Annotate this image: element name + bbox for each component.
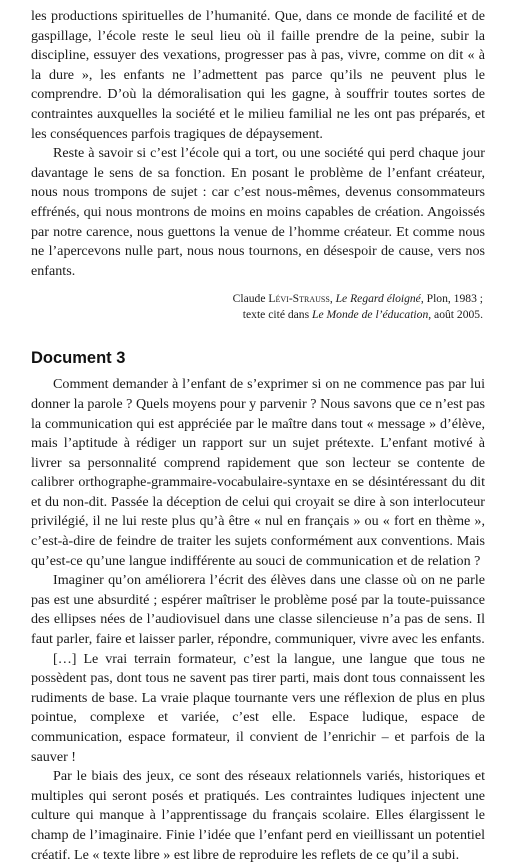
separator: , bbox=[329, 292, 336, 306]
citation-line-2 bbox=[31, 307, 483, 323]
author-last-name: Lévi-Strauss bbox=[268, 292, 330, 306]
paragraph: […] Le vrai terrain formateur, c’est la langue, une langue que tous ne possèdent pas, dont tous ne savent pas tirer parti, mais dont tous connaissent les rudiments de base. La vraie plaque tournante vers une réflexion de plus en plus pointue, complexe et variée, c’est elle. Espace ludique, espace de communication, espace formateur, il convient de l’enrichir – et parfois de la sauver ! bbox=[31, 650, 485, 765]
work-title: Le Regard éloigné bbox=[335, 292, 421, 306]
author-first-name: Claude bbox=[232, 292, 269, 306]
paragraph: les productions spirituelles de l’humanité. Que, dans ce monde de facilité et de gaspillage, l’école reste le seul lieu où il faille prendre de la peine, subir la discipline, essuyer des vexations, progresser pas à pas, vivre, comme on dit « à la dure », les enfants ne l’admettent pas parce qu’ils ne peuvent plus le comprendre. D’où la démoralisation qui les gagne, à souffrir toutes sortes de contraintes auxquelles la société et le milieu familial ne les ont pas préparés, et les conséquences parfois tragiques de dépaysement. bbox=[31, 8, 485, 142]
cited-in-prefix: texte cité dans bbox=[242, 308, 313, 322]
paragraph: Par le biais des jeux, ce sont des réseaux relationnels variés, historiques et multiples qui seront posés et pratiqués. Les contraintes ludiques injectent une culture qui manque à l’apprentissage du français scolaire. Elles élargissent le champ de l’imaginaire. Finie l’idée que l’enfant perd en vieillissant un potentiel créatif. Le « texte libre » est libre de reproduire les reflets de ce qu’il a subi. bbox=[31, 768, 485, 863]
date-info: , août 2005. bbox=[428, 308, 483, 322]
document-3-heading: Document 3 bbox=[31, 349, 126, 368]
document-2-excerpt bbox=[31, 7, 485, 323]
journal-title: Le Monde de l’éducation bbox=[312, 308, 429, 322]
paragraph: Reste à savoir si c’est l’école qui a tort, ou une société qui perd chaque jour davantage le sens de sa fonction. En posant le problème de l’enfant créateur, nous nous trompons de sujet : car c’est nous-mêmes, devenus consommateurs effrénés, qui nous montrons de moins en moins capables de création. Angoissés par notre carence, nous guettons la venue de l’homme créateur. Et comme nous ne l’apercevons nulle part, nous nous tournons, en désespoir de cause, vers nos enfants. bbox=[31, 145, 485, 279]
publisher-info: , Plon, 1983 ; bbox=[420, 292, 483, 306]
document-3-body bbox=[31, 375, 485, 865]
source-citation bbox=[31, 291, 485, 323]
paragraph: Imaginer qu’on améliorera l’écrit des élèves dans une classe où on ne parle pas est une absurdité ; espérer maîtriser le problème posé par la toute-puissance des ellipses nées de l’audiovisuel dans une classe silencieuse n’a pas de sens. Il faut parler, faire et laisser parler, répondre, communiquer, vivre avec les enfants. bbox=[31, 572, 485, 648]
citation-line-1 bbox=[31, 291, 483, 307]
paragraph: Comment demander à l’enfant de s’exprimer si on ne commence pas par lui donner la parole ? Quels moyens pour y parvenir ? Nous savons que ce n’est pas la communication qui est appréciée par le maître dans tout « message » d’élève, mais l’aptitude à rédiger un rapport sur un sujet prétexte. L’enfant motivé à livrer sa personnalité comprend rapidement que son lecteur se contente de calibrer orthographe-grammaire-vocabulaire-syntaxe en se désintéressant du dit et du non-dit. Passée la déception de celui qui croyait se dire à son interlocuteur privilégié, il ne lui reste plus qu’à être « nul en français » ou « fort en thème », c’est-à-dire de feindre de traiter les sujets conformément aux conventions. Mais qu’est-ce qu’une langue indifférente au souci de communication et de relation ? bbox=[31, 376, 485, 569]
